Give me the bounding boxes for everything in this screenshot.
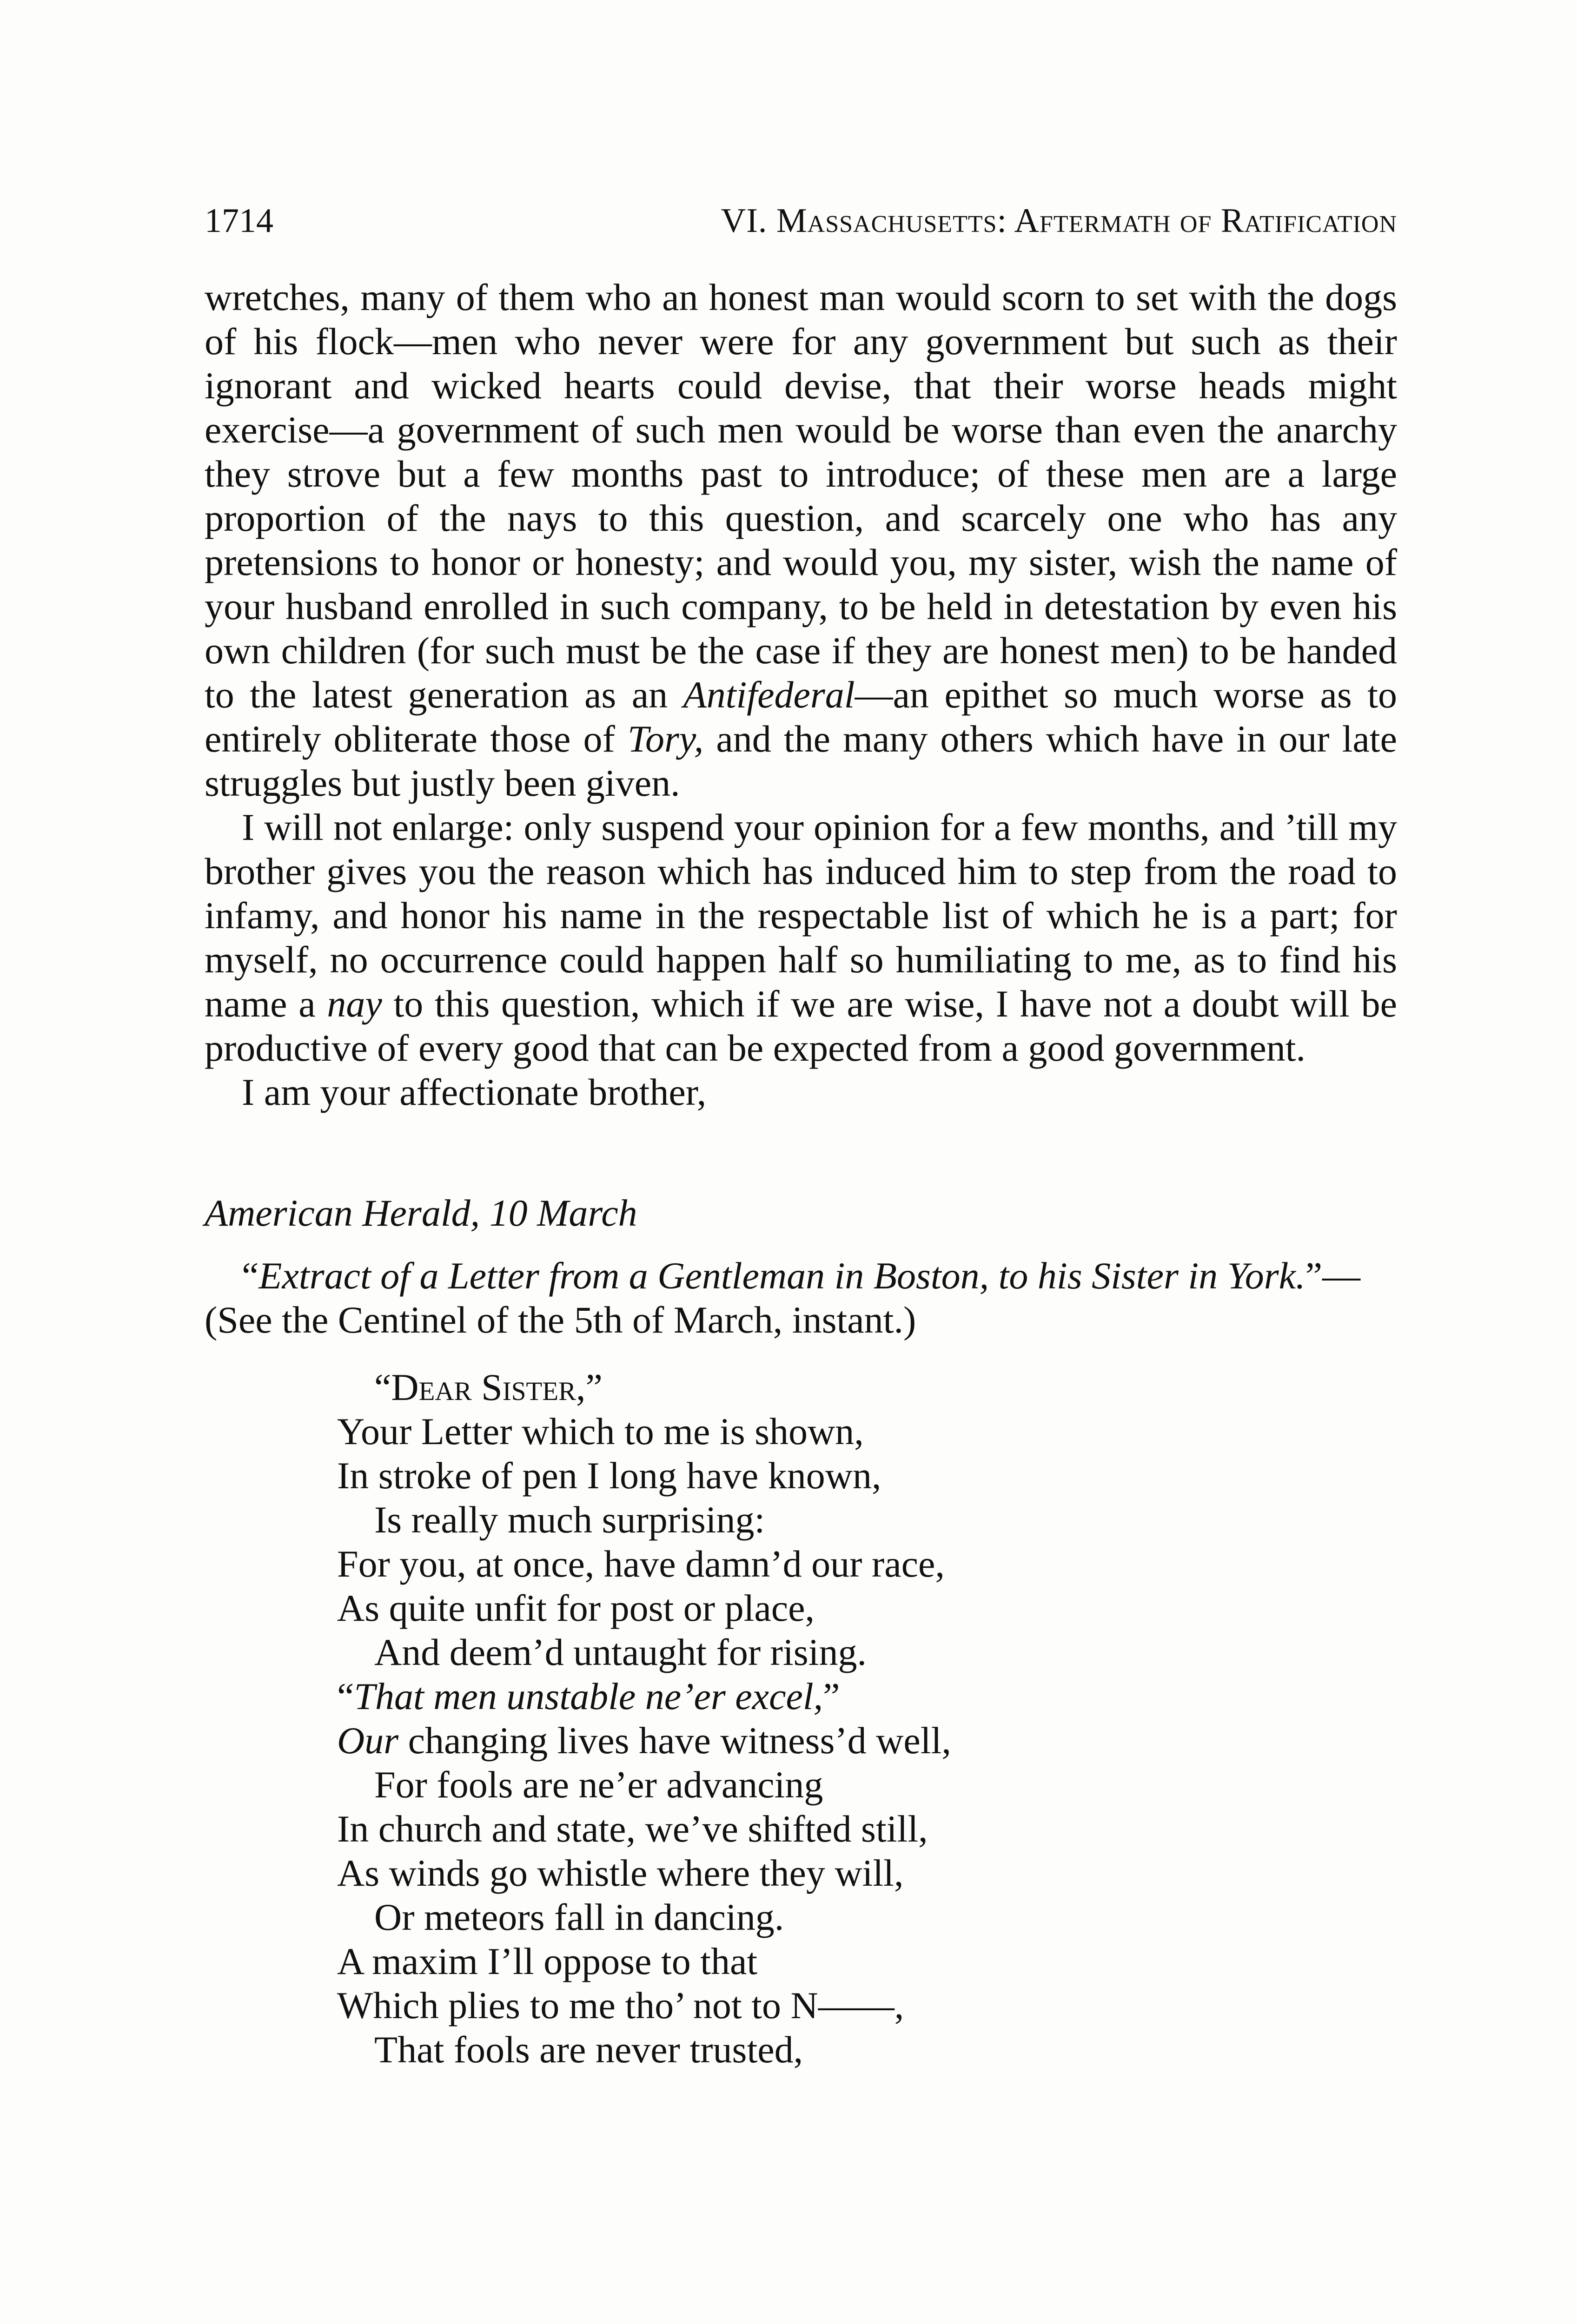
poem-line: Your Letter which to me is shown, — [337, 1410, 864, 1452]
poem-line: In church and state, we’ve shifted still, — [337, 1808, 928, 1850]
page-header — [205, 177, 1397, 246]
poem-line: Is really much surprising: — [374, 1499, 765, 1541]
emphasis-tory: Tory, — [627, 718, 704, 760]
poem-line: For fools are ne’er advancing — [374, 1763, 823, 1806]
extract-title: Extract of a Letter from a Gentleman in Boston, to his Sister in York. — [258, 1254, 1305, 1297]
paragraph-2: I will not enlarge: only suspend your opinion for a few months, and ’till my brother gives you the reason which has induced him to step from the road to infamy, and honor his name in the respectable list of which he is a part; for myself, no occurrence could happen half so humiliating to me, as to find his name a nay to this question, which if we are wise, I have not a doubt will be productive of every good that can be expected from a good government. — [205, 806, 1398, 1069]
poem-line: As winds go whistle where they will, — [337, 1852, 904, 1894]
poem-line: As quite unfit for post or place, — [337, 1587, 815, 1629]
extract-note: (See the Centinel of the 5th of March, instant.) — [205, 1299, 916, 1341]
paragraph-1: wretches, many of them who an honest man would scorn to set with the dogs of his flock—men who never were for any government but such as their ignorant and wicked hearts could devise, that their worse heads might exercise—a government of such men would be worse than even the anarchy they strove but a few months past to introduce; of these men are a large proportion of the nays to this question, and scarcely one who has any pretensions to honor or honesty; and would you, my sister, wish the name of your husband enrolled in such company, to be held in detestation by even his own children (for such must be the case if they are honest men) to be handed to the latest generation as an Antifederal—an epithet so much worse as to entirely obliterate those of Tory, and the many others which have in our late struggles but justly been given. — [205, 276, 1397, 804]
page-number: 1714 — [205, 202, 273, 240]
poem — [337, 1365, 1397, 2072]
letter-body — [205, 275, 1397, 1114]
closing-line: I am your affectionate brother, — [242, 1071, 707, 1113]
emphasis-nay: nay — [327, 983, 382, 1025]
poem-line-our: Our changing lives have witness’d well, — [337, 1719, 951, 1762]
source-citation: American Herald, 10 March — [205, 1192, 637, 1234]
poem-salutation: “Dear Sister,” — [374, 1366, 603, 1408]
poem-line: In stroke of pen I long have known, — [337, 1454, 881, 1497]
extract-title-line: “Extract of a Letter from a Gentleman in Boston, to his Sister in York.”— — [242, 1254, 1360, 1297]
poem-line: Which plies to me tho’ not to N——, — [337, 1984, 904, 2027]
document-page — [205, 177, 1397, 2072]
poem-line: Or meteors fall in dancing. — [374, 1896, 784, 1938]
poem-line: A maxim I’ll oppose to that — [337, 1940, 758, 1982]
poem-line: For you, at once, have damn’d our race, — [337, 1543, 945, 1585]
emphasis-antifederal: Antifederal — [683, 673, 855, 716]
poem-line: That fools are never trusted, — [374, 2028, 803, 2071]
poem-line-italic-quote: “That men unstable ne’er excel,” — [337, 1675, 840, 1717]
extract-heading — [205, 1254, 1397, 1342]
poem-line: And deem’d untaught for rising. — [374, 1631, 867, 1673]
running-head: VI. Massachusetts: Aftermath of Ratification — [721, 202, 1397, 240]
